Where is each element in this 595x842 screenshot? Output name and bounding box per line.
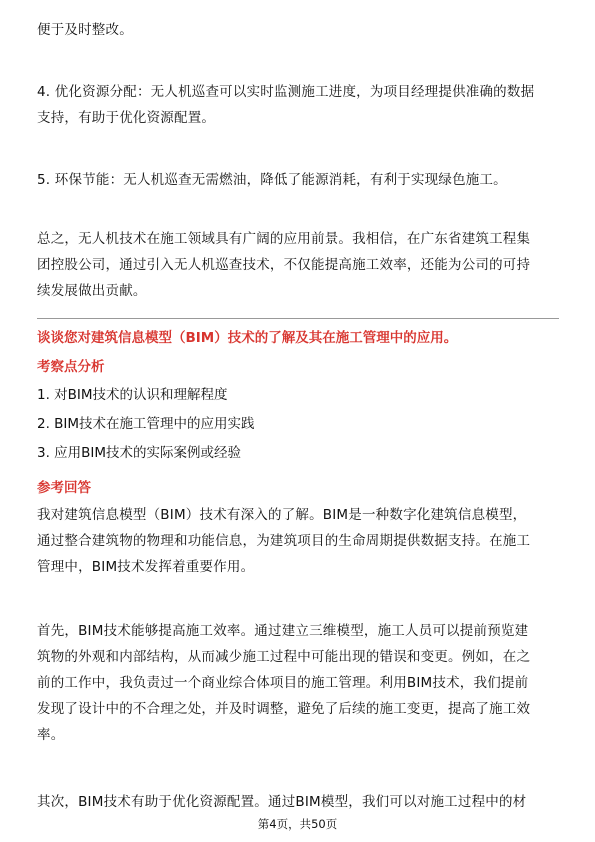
answer-paragraph-3 [37, 789, 561, 815]
question-title: 谈谈您对建筑信息模型（BIM）技术的了解及其在施工管理中的应用。 [37, 330, 458, 346]
text-line: 5. 环保节能：无人机巡查无需燃油，降低了能源消耗，有利于实现绿色施工。 [37, 172, 507, 188]
text-line: 其次，BIM技术有助于优化资源配置。通过BIM模型，我们可以对施工过程中的材 [37, 794, 527, 810]
point-5-paragraph [37, 167, 561, 193]
analysis-item: 1. 对BIM技术的认识和理解程度 [37, 387, 228, 403]
text-line: 团控股公司，通过引入无人机巡查技术，不仅能提高施工效率，还能为公司的可持 [37, 257, 531, 273]
text-line: 发现了设计中的不合理之处，并及时调整，避免了后续的施工变更，提高了施工效 [37, 701, 531, 717]
continuation-paragraph [37, 17, 561, 43]
text-line: 通过整合建筑物的物理和功能信息，为建筑项目的生命周期提供数据支持。在施工 [37, 533, 531, 549]
text-line: 便于及时整改。 [37, 22, 133, 38]
text-line: 前的工作中，我负责过一个商业综合体项目的施工管理。利用BIM技术，我们提前 [37, 675, 529, 691]
analysis-item: 2. BIM技术在施工管理中的应用实践 [37, 416, 255, 432]
answer-paragraph-2 [37, 618, 561, 748]
analysis-item: 3. 应用BIM技术的实际案例或经验 [37, 445, 242, 461]
answer-heading: 参考回答 [37, 480, 91, 496]
text-line: 筑物的外观和内部结构，从而减少施工过程中可能出现的错误和变更。例如，在之 [37, 649, 531, 665]
point-4-paragraph [37, 79, 561, 131]
text-line: 首先，BIM技术能够提高施工效率。通过建立三维模型，施工人员可以提前预览建 [37, 623, 529, 639]
text-line: 率。 [37, 727, 65, 743]
text-line: 我对建筑信息模型（BIM）技术有深入的了解。BIM是一种数字化建筑信息模型， [37, 507, 527, 523]
conclusion-paragraph [37, 226, 561, 304]
text-line: 管理中，BIM技术发挥着重要作用。 [37, 559, 255, 575]
text-line: 总之，无人机技术在施工领域具有广阔的应用前景。我相信，在广东省建筑工程集 [37, 231, 531, 247]
page-number-footer: 第4页，共50页 [257, 817, 338, 831]
analysis-heading: 考察点分析 [37, 359, 105, 375]
answer-paragraph-1 [37, 502, 561, 580]
section-divider [37, 318, 559, 319]
text-line: 支持，有助于优化资源配置。 [37, 110, 216, 126]
text-line: 4. 优化资源分配：无人机巡查可以实时监测施工进度，为项目经理提供准确的数据 [37, 84, 535, 100]
text-line: 续发展做出贡献。 [37, 283, 147, 299]
